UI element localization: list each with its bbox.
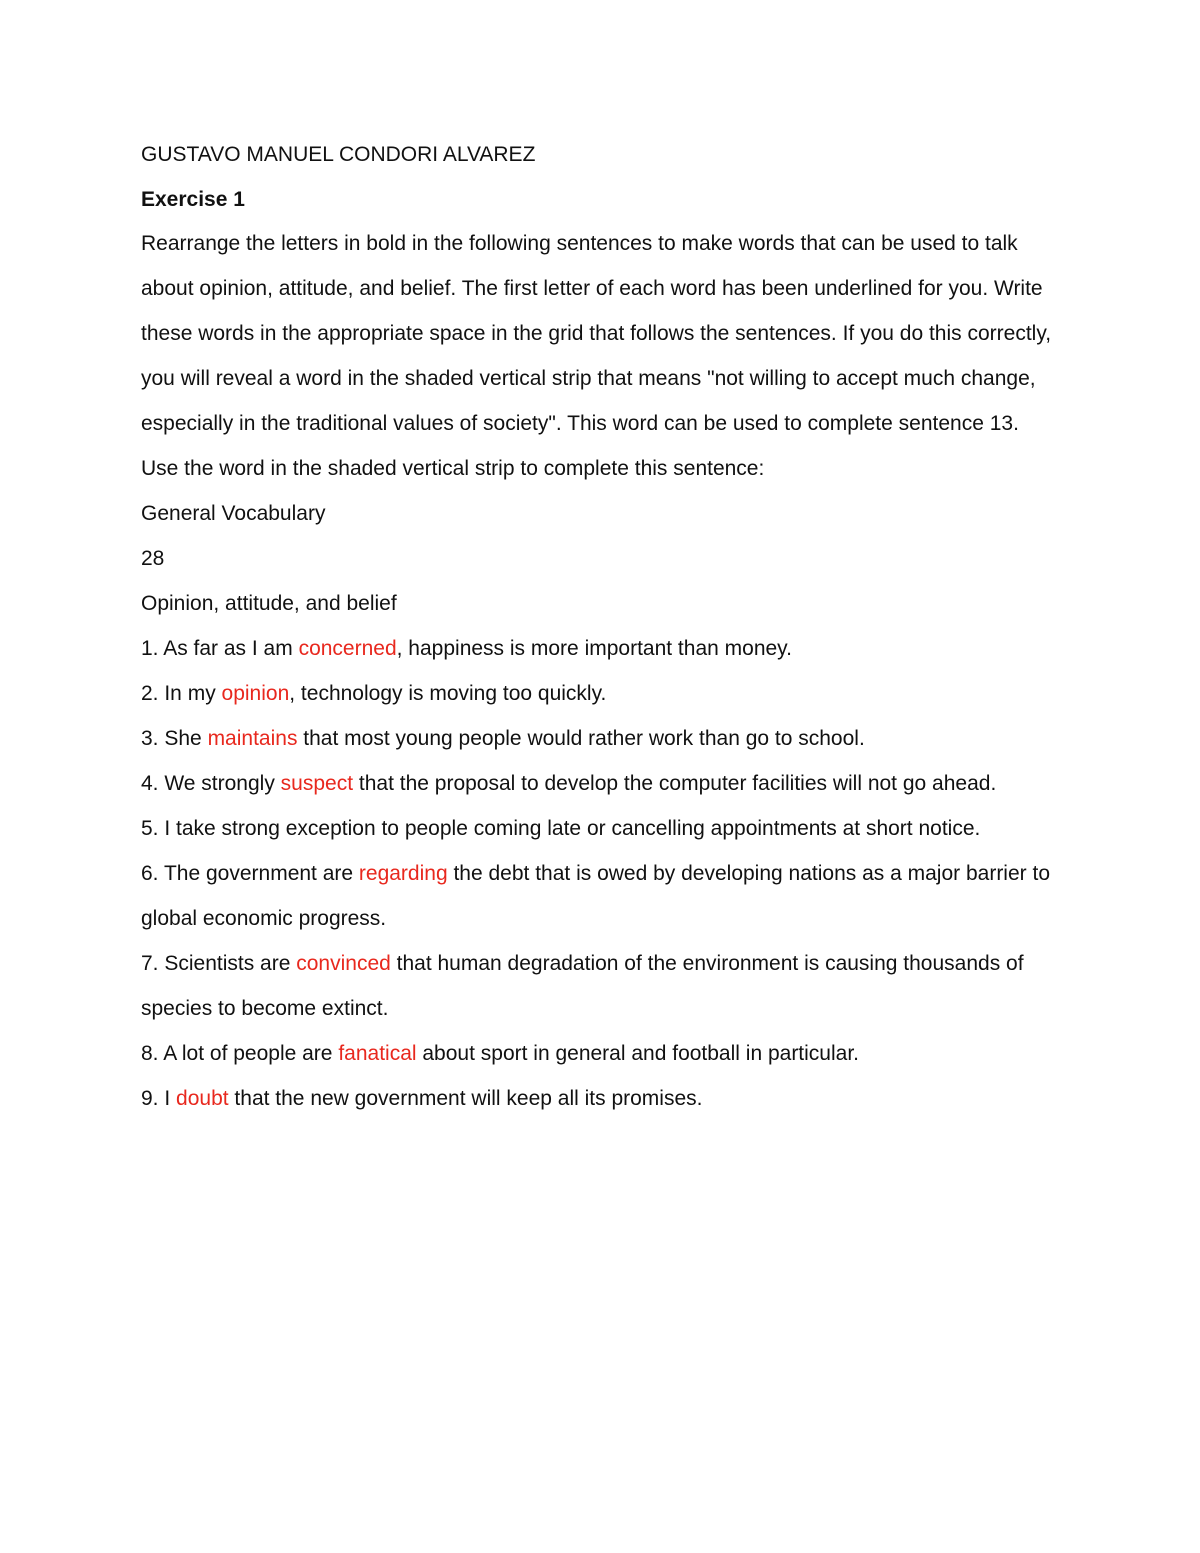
sentence-text: , happiness is more important than money. — [396, 637, 792, 660]
sentence — [141, 859, 1066, 889]
answer-word: maintains — [207, 727, 298, 750]
sentence-text: 5. I take strong exception to people coming late or cancelling appointments at short notice. — [141, 817, 981, 840]
sentence-text: that human degradation of the environment is causing thousands of — [390, 952, 1024, 975]
sentence-text: about sport in general and football in particular. — [416, 1042, 860, 1065]
instruction-paragraph: these words in the appropriate space in the grid that follows the sentences. If you do this correctly, — [141, 322, 1052, 345]
sentence-text: 3. She — [141, 727, 208, 750]
sentence — [141, 634, 1066, 664]
sentence-text: 4. We strongly — [141, 772, 281, 795]
page-number: 28 — [141, 547, 165, 570]
sentence-text: 2. In my — [141, 682, 222, 705]
section-label: General Vocabulary — [141, 502, 326, 525]
exercise-heading: Exercise 1 — [141, 187, 245, 211]
sentence — [141, 1084, 1066, 1114]
sentence-text: 1. As far as I am — [141, 637, 299, 660]
sentence — [141, 679, 1066, 709]
sentence-text: that most young people would rather work than go to school. — [297, 727, 865, 750]
document-page — [141, 140, 1066, 1129]
answer-word: opinion — [221, 682, 290, 705]
sentence — [141, 724, 1066, 754]
author-name: GUSTAVO MANUEL CONDORI ALVAREZ — [141, 143, 536, 166]
sentence — [141, 814, 1066, 844]
sentence-text: 6. The government are — [141, 862, 359, 885]
sentence-text: the debt that is owed by developing nations as a major barrier to — [447, 862, 1050, 885]
sentence — [141, 1039, 1066, 1069]
topic-title: Opinion, attitude, and belief — [141, 592, 397, 615]
sentence-text: 7. Scientists are — [141, 952, 297, 975]
sentence — [141, 769, 1066, 799]
instruction-paragraph: you will reveal a word in the shaded vertical strip that means "not willing to accept much change, — [141, 367, 1036, 390]
sentence-text: 8. A lot of people are — [141, 1042, 339, 1065]
sentence-text: species to become extinct. — [141, 997, 389, 1020]
sentence — [141, 904, 1066, 934]
answer-word: convinced — [296, 952, 391, 975]
sentence-text: global economic progress. — [141, 907, 387, 930]
sentence-text: that the proposal to develop the computer facilities will not go ahead. — [353, 772, 997, 795]
answer-word: regarding — [358, 862, 448, 885]
sentence-text: 9. I — [141, 1087, 177, 1110]
sentence — [141, 994, 1066, 1024]
instruction-paragraph: about opinion, attitude, and belief. The first letter of each word has been underlined for you. Write — [141, 277, 1043, 300]
answer-word: doubt — [176, 1087, 229, 1110]
answer-word: concerned — [298, 637, 397, 660]
sentence-text: , technology is moving too quickly. — [289, 682, 607, 705]
answer-word: fanatical — [338, 1042, 417, 1065]
instruction-paragraph: Use the word in the shaded vertical strip to complete this sentence: — [141, 457, 765, 480]
answer-word: suspect — [280, 772, 354, 795]
instruction-paragraph: Rearrange the letters in bold in the following sentences to make words that can be used to talk — [141, 232, 1018, 255]
instruction-paragraph: especially in the traditional values of society". This word can be used to complete sentence 13. — [141, 412, 1019, 435]
sentence — [141, 949, 1066, 979]
sentence-text: that the new government will keep all its promises. — [228, 1087, 703, 1110]
